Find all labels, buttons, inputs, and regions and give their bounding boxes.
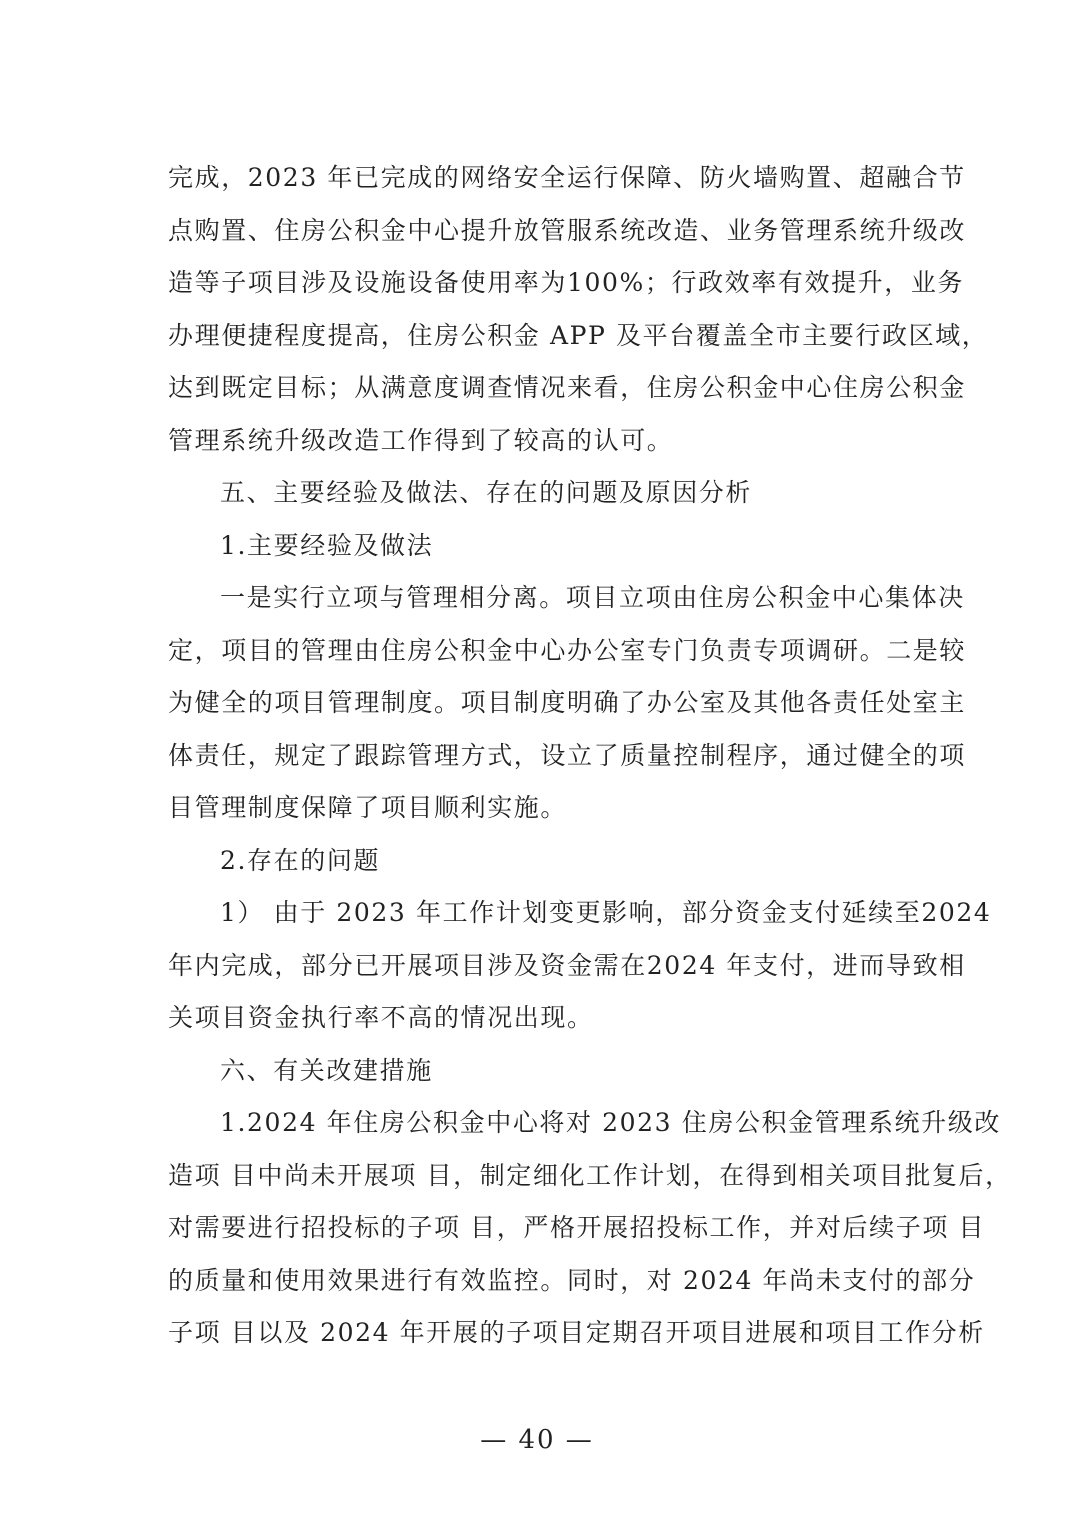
text-line: 五、主要经验及做法、存在的问题及原因分析	[220, 478, 753, 507]
section-heading	[168, 1045, 928, 1098]
paragraph	[168, 152, 989, 467]
paragraph	[168, 572, 967, 835]
text-line: 达到既定目标；从满意度调查情况来看，住房公积金中心住房公积金	[168, 373, 967, 402]
text-line: 1.主要经验及做法	[220, 530, 434, 560]
section-heading	[168, 835, 928, 888]
text-line: 点购置、住房公积金中心提升放管服系统改造、业务管理系统升级改	[168, 215, 967, 245]
text-line: 目管理制度保障了项目顺利实施。	[168, 793, 568, 822]
text-line: 体责任，规定了跟踪管理方式，设立了质量控制程序，通过健全的项	[168, 740, 967, 770]
text-line: 办理便捷程度提高，住房公积金 APP 及平台覆盖全市主要行政区域，	[168, 320, 989, 350]
text-line: 六、有关改建措施	[220, 1055, 433, 1085]
text-line: 1） 由于 2023 年工作计划变更影响，部分资金支付延续至2024	[220, 898, 992, 927]
text-line: 的质量和使用效果进行有效监控。同时，对 2024 年尚未支付的部分	[168, 1265, 976, 1295]
text-line: 1.2024 年住房公积金中心将对 2023 住房公积金管理系统升级改	[220, 1108, 1001, 1137]
text-line: 造项 目中尚未开展项 目，制定细化工作计划，在得到相关项目批复后，	[168, 1160, 1012, 1190]
page-number: — 40 —	[480, 1425, 594, 1455]
text-line: 为健全的项目管理制度。项目制度明确了办公室及其他各责任处室主	[168, 688, 967, 717]
text-line: 定，项目的管理由住房公积金中心办公室专门负责专项调研。二是较	[168, 635, 967, 665]
paragraph	[168, 887, 992, 1045]
section-heading	[168, 467, 928, 520]
text-line: 造等子项目涉及设施设备使用率为100%；行政效率有效提升，业务	[168, 268, 965, 297]
text-line: 管理系统升级改造工作得到了较高的认可。	[168, 425, 674, 455]
text-line: 对需要进行招投标的子项 目，严格开展招投标工作，并对后续子项 目	[168, 1213, 986, 1242]
text-line: 子项 目以及 2024 年开展的子项目定期召开项目进展和项目工作分析	[168, 1318, 985, 1347]
text-line: 年内完成，部分已开展项目涉及资金需在2024 年支付，进而导致相	[168, 950, 966, 980]
text-line: 关项目资金执行率不高的情况出现。	[168, 1003, 594, 1032]
text-line: 一是实行立项与管理相分离。项目立项由住房公积金中心集体决	[220, 583, 965, 612]
paragraph	[168, 1097, 1012, 1360]
section-heading	[168, 520, 928, 573]
text-line: 完成，2023 年已完成的网络安全运行保障、防火墙购置、超融合节	[168, 163, 966, 192]
text-line: 2.存在的问题	[220, 845, 381, 875]
document-body	[168, 152, 1012, 1360]
